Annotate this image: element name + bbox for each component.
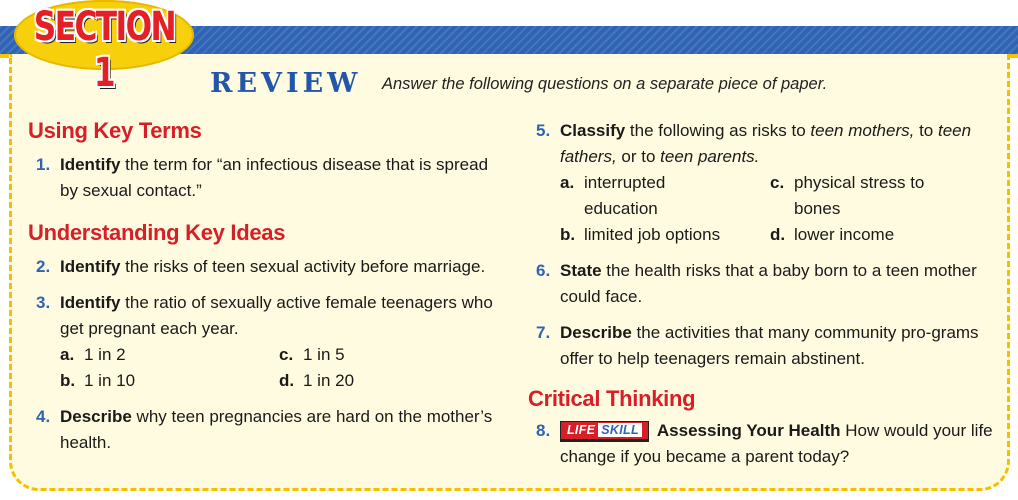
- question-verb: Identify: [60, 155, 121, 174]
- review-title: REVIEW: [210, 68, 362, 99]
- question-5: [528, 118, 993, 248]
- section-badge: SECTION 1: [33, 4, 176, 96]
- option: [60, 342, 279, 368]
- answer-options: [560, 170, 993, 248]
- question-4: [28, 404, 498, 456]
- question-number: 7.: [536, 323, 551, 342]
- option-text: physical stress to bones: [794, 173, 925, 218]
- question-7: [528, 320, 993, 372]
- option-letter: b.: [60, 371, 76, 390]
- question-verb: Assessing Your Health: [656, 421, 841, 440]
- heading-key-ideas: Understanding Key Ideas: [28, 220, 286, 245]
- option: [279, 368, 498, 394]
- question-number: 4.: [36, 407, 51, 426]
- option: [560, 222, 770, 248]
- question-text: teen mothers,: [810, 121, 915, 140]
- option: [279, 342, 498, 368]
- heading-critical-thinking: Critical Thinking: [528, 386, 696, 411]
- question-verb: Describe: [560, 323, 632, 342]
- life-skill-badge-skill: SKILL: [598, 423, 642, 437]
- option-text: 1 in 5: [303, 345, 345, 364]
- question-2: [28, 254, 498, 280]
- life-skill-badge-life: LIFE: [567, 423, 596, 437]
- option-letter: c.: [770, 173, 785, 192]
- question-number: 6.: [536, 261, 551, 280]
- question-number: 5.: [536, 121, 551, 140]
- question-text: the ratio of sexually active female teenagers who get pregnant each year.: [60, 293, 493, 338]
- answer-options: [60, 342, 498, 394]
- question-text: the term for “an infectious disease that is spread by sexual contact.”: [60, 155, 489, 200]
- question-text: to: [914, 121, 938, 140]
- option-text: interrupted education: [584, 173, 666, 218]
- question-verb: State: [560, 261, 602, 280]
- question-verb: Identify: [60, 257, 121, 276]
- option-text: 1 in 20: [303, 371, 355, 390]
- option-letter: b.: [560, 225, 576, 244]
- question-number: 3.: [36, 293, 51, 312]
- question-text: why teen pregnancies are hard on the mother’s health.: [60, 407, 493, 452]
- option: [770, 222, 993, 248]
- option-letter: d.: [279, 371, 295, 390]
- option-letter: c.: [279, 345, 294, 364]
- option-letter: a.: [60, 345, 75, 364]
- option-text: 1 in 10: [84, 371, 136, 390]
- option: [560, 170, 770, 222]
- question-text: or to: [616, 147, 661, 166]
- question-1: [28, 152, 498, 204]
- right-column: [528, 118, 993, 470]
- question-3: [28, 290, 498, 394]
- question-text: the activities that many community pro-grams offer to help teenagers remain abstinent.: [560, 323, 979, 368]
- option-text: lower income: [794, 225, 895, 244]
- option-letter: a.: [560, 173, 575, 192]
- question-text: teen parents.: [660, 147, 760, 166]
- question-6: [528, 258, 993, 310]
- question-verb: Describe: [60, 407, 132, 426]
- question-text: teen fathers,: [560, 121, 972, 166]
- question-text: the health risks that a baby born to a teen mother could face.: [560, 261, 977, 306]
- question-text: How would your life change if you became a parent today?: [560, 421, 993, 466]
- review-instructions: Answer the following questions on a separate piece of paper.: [382, 75, 828, 93]
- option: [60, 368, 279, 394]
- question-text: the risks of teen sexual activity before marriage.: [120, 257, 486, 276]
- option-text: 1 in 2: [84, 345, 126, 364]
- question-number: 1.: [36, 155, 51, 174]
- option-text: limited job options: [584, 225, 721, 244]
- heading-key-terms: Using Key Terms: [28, 118, 202, 143]
- question-verb: Classify: [560, 121, 626, 140]
- question-8: [528, 418, 993, 470]
- question-number: 2.: [36, 257, 51, 276]
- option-letter: d.: [770, 225, 786, 244]
- left-column: [28, 118, 498, 456]
- option: [770, 170, 993, 222]
- life-skill-badge: [560, 421, 649, 442]
- question-verb: Identify: [60, 293, 121, 312]
- question-number: 8.: [536, 421, 551, 440]
- question-text: the following as risks to: [625, 121, 811, 140]
